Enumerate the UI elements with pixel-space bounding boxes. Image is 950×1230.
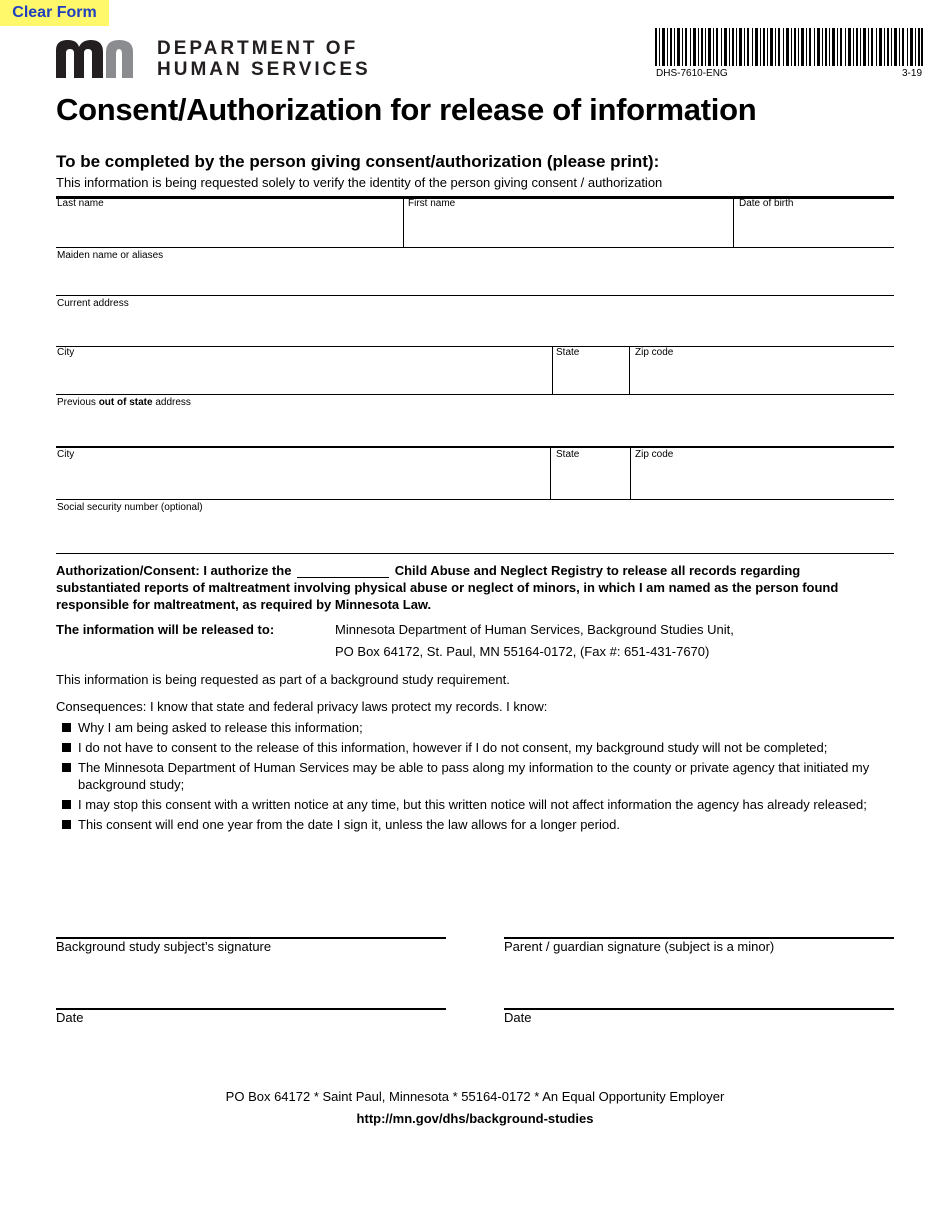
- guardian-date-label: Date: [504, 1010, 532, 1025]
- row-rule: [56, 446, 894, 448]
- last-name-input[interactable]: [56, 213, 405, 245]
- row-rule: [56, 394, 894, 395]
- consequences-list: [62, 719, 892, 836]
- county-name-input[interactable]: [297, 565, 389, 578]
- release-address-line-1: Minnesota Department of Human Services, Background Studies Unit,: [335, 622, 734, 637]
- clear-form-button[interactable]: Clear Form: [0, 0, 109, 26]
- list-item: [62, 719, 892, 736]
- bullet-square-icon: [62, 723, 71, 732]
- background-study-note: This information is being requested as part of a background study requirement.: [56, 672, 510, 687]
- row-rule: [56, 346, 894, 347]
- previous-zip-label: Zip code: [635, 449, 674, 460]
- divider: [552, 347, 553, 395]
- row-rule: [56, 295, 894, 296]
- mn-logo-icon: [56, 40, 146, 78]
- bullet-square-icon: [62, 763, 71, 772]
- list-item: [62, 816, 892, 833]
- first-name-input[interactable]: [406, 213, 734, 245]
- authorization-text: Authorization/Consent: I authorize the: [56, 563, 292, 578]
- dob-input[interactable]: [736, 213, 895, 245]
- state-label: State: [556, 347, 580, 358]
- first-name-label: First name: [408, 198, 456, 209]
- list-item-text: Why I am being asked to release this information;: [78, 720, 363, 735]
- last-name-label: Last name: [57, 198, 104, 209]
- zip-input[interactable]: [632, 361, 895, 393]
- department-line-2: HUMAN SERVICES: [157, 59, 371, 80]
- divider: [629, 347, 630, 395]
- barcode-icon: [655, 28, 923, 66]
- page-title: Consent/Authorization for release of information: [56, 92, 757, 127]
- zip-label: Zip code: [635, 347, 674, 358]
- consequences-intro: Consequences: I know that state and federal privacy laws protect my records. I know:: [56, 699, 548, 714]
- section-heading: To be completed by the person giving consent/authorization (please print):: [56, 152, 660, 171]
- footer-url[interactable]: http://mn.gov/dhs/background-studies: [356, 1111, 594, 1126]
- section-subtitle: This information is being requested solely to verify the identity of the person giving consent / authorization: [56, 175, 663, 190]
- list-item: [62, 739, 892, 756]
- list-item-text: I do not have to consent to the release of this information, however if I do not consent, my background study will not be completed;: [78, 740, 828, 755]
- footer-address: PO Box 64172 * Saint Paul, Minnesota * 55164-0172 * An Equal Opportunity Employer: [225, 1089, 725, 1104]
- form-id: DHS-7610-ENG: [656, 68, 728, 79]
- subject-date-area[interactable]: [56, 975, 446, 1008]
- list-item-text: The Minnesota Department of Human Services may be able to pass along my information to the county or private agency that initiated my background study;: [78, 760, 870, 792]
- subject-signature-area[interactable]: [56, 900, 446, 936]
- revision-date: 3-19: [901, 68, 922, 79]
- current-address-label: Current address: [57, 298, 129, 309]
- previous-city-label: City: [57, 449, 75, 460]
- authorization-text: Child Abuse and Neglect Registry to release all records regarding substantiated reports of maltreatment involving physical abuse or neglect of minors, in which I am named as the person found responsible for maltreatment, as required by Minnesota Law.: [56, 563, 839, 612]
- maiden-name-input[interactable]: [56, 264, 895, 294]
- divider: [630, 448, 631, 499]
- divider: [550, 448, 551, 499]
- guardian-date-area[interactable]: [504, 975, 894, 1008]
- previous-zip-input[interactable]: [633, 463, 895, 496]
- city-label: City: [57, 347, 75, 358]
- date-line: [504, 1008, 894, 1010]
- department-line-1: DEPARTMENT OF: [157, 38, 359, 59]
- guardian-signature-label: Parent / guardian signature (subject is a minor): [504, 939, 775, 954]
- state-input[interactable]: [555, 361, 630, 393]
- divider: [733, 198, 734, 248]
- release-to-label: The information will be released to:: [56, 622, 275, 637]
- label-part: Previous: [57, 397, 99, 408]
- list-item-text: This consent will end one year from the date I sign it, unless the law allows for a longer period.: [78, 817, 620, 832]
- subject-signature-label: Background study subject’s signature: [56, 939, 272, 954]
- row-rule: [56, 247, 894, 248]
- department-name: [157, 38, 371, 80]
- dob-label: Date of birth: [739, 198, 794, 209]
- previous-state-label: State: [556, 449, 580, 460]
- divider: [403, 198, 404, 248]
- label-part: address: [152, 397, 191, 408]
- previous-state-input[interactable]: [553, 463, 631, 496]
- label-emphasis: out of state: [98, 397, 153, 408]
- previous-address-label: [57, 397, 191, 408]
- release-address-line-2: PO Box 64172, St. Paul, MN 55164-0172, (Fax #: 651-431-7670): [335, 644, 710, 659]
- list-item: [62, 759, 892, 793]
- previous-city-input[interactable]: [56, 463, 551, 496]
- guardian-signature-area[interactable]: [504, 900, 894, 936]
- previous-address-input[interactable]: [56, 411, 895, 444]
- row-rule: [56, 499, 894, 500]
- bullet-square-icon: [62, 800, 71, 809]
- authorization-statement: [56, 562, 866, 613]
- list-item: [62, 796, 892, 813]
- row-rule: [56, 553, 894, 554]
- list-item-text: I may stop this consent with a written notice at any time, but this written notice will not affect information the agency has already released;: [78, 797, 867, 812]
- bullet-square-icon: [62, 743, 71, 752]
- city-input[interactable]: [56, 361, 553, 393]
- maiden-name-label: Maiden name or aliases: [57, 250, 164, 261]
- date-line: [56, 1008, 446, 1010]
- subject-date-label: Date: [56, 1010, 84, 1025]
- current-address-input[interactable]: [56, 312, 895, 344]
- bullet-square-icon: [62, 820, 71, 829]
- ssn-input[interactable]: [56, 516, 895, 550]
- ssn-label: Social security number (optional): [57, 502, 203, 513]
